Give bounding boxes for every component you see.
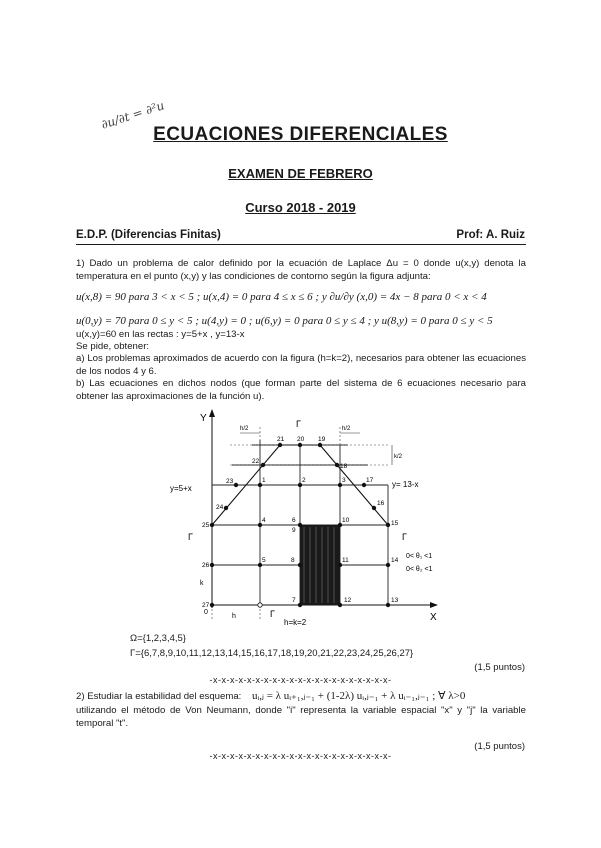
node-10: 10: [342, 517, 350, 524]
boundary-conditions-2: u(0,y) = 70 para 0 ≤ y < 5 ; u(4,y) = 0 ; u(6,y) = 0 para 0 ≤ y ≤ 4 ; y u(8,y) = 0 para 0 ≤ y < 5: [76, 315, 493, 327]
node-15: 15: [391, 520, 399, 527]
h-half-right: h/2: [342, 426, 351, 432]
gamma-right: Γ: [402, 532, 407, 542]
h-label: h: [232, 613, 236, 620]
h-half-left: h/2: [240, 426, 249, 432]
gamma-top: Γ: [296, 419, 301, 429]
gamma-set: Γ={6,7,8,9,10,11,12,13,14,15,16,17,18,19,20,21,22,23,24,25,26,27}: [130, 648, 414, 659]
node-18: 18: [340, 463, 348, 470]
node-3: 3: [342, 477, 346, 484]
node-22: 22: [252, 458, 260, 465]
node-6: 6: [292, 517, 296, 524]
problem2-text-a: 2) Estudiar la estabilidad del esquema:: [76, 691, 242, 702]
k-label: k: [200, 580, 204, 587]
problem2-text-b: utilizando el método de Von Neumann, donde "i" representa la variable espacial "x" y "j" la variable temporal "t".: [76, 705, 526, 729]
request-label: Se pide, obtener:: [76, 341, 150, 352]
node-16: 16: [377, 500, 385, 507]
node-17: 17: [366, 477, 374, 484]
node-2: 2: [302, 477, 306, 484]
theta-1: 0< θ₁ <1: [406, 553, 433, 560]
node-13: 13: [391, 597, 399, 604]
node-20: 20: [297, 436, 305, 443]
theta-2: 0< θ₂ <1: [406, 566, 433, 573]
exam-subtitle: EXAMEN DE FEBRERO: [228, 166, 373, 181]
node-23: 23: [226, 478, 234, 485]
line-left-label: y=5+x: [170, 484, 192, 493]
separator-2: -x-x-x-x-x-x-x-x-x-x-x-x-x-x-x-x-x-x-x-x-x-: [209, 751, 392, 761]
boundary-conditions-1: u(x,8) = 90 para 3 < x < 5 ; u(x,4) = 0 para 4 ≤ x ≤ 6 ; y ∂u/∂y (x,0) = 4x − 8 para 0 < x < 4: [76, 291, 487, 303]
problem2-scheme: uᵢ,ⱼ = λ uᵢ₊₁,ⱼ₋₁ + (1-2λ) uᵢ,ⱼ₋₁ + λ uᵢ₋₁,ⱼ₋₁ ; ∀ λ>0: [252, 690, 466, 702]
node-12: 12: [344, 597, 352, 604]
node-25: 25: [202, 522, 210, 529]
separator-1: -x-x-x-x-x-x-x-x-x-x-x-x-x-x-x-x-x-x-x-x-x-: [209, 675, 392, 685]
node-21: 21: [277, 436, 285, 443]
node-11: 11: [342, 557, 349, 564]
line-right-label: y= 13-x: [392, 480, 419, 489]
problem2-statement: [76, 690, 526, 704]
header-divider: [76, 244, 526, 245]
grid-figure: [170, 405, 460, 630]
gamma-bottom: Γ: [270, 609, 275, 619]
node-26: 26: [202, 562, 210, 569]
problem2-points: (1,5 puntos): [474, 741, 525, 752]
origin-label: 0: [204, 609, 208, 616]
subject-label: E.D.P. (Diferencias Finitas): [76, 229, 221, 241]
node-5: 5: [262, 557, 266, 564]
axis-y-label: Y: [200, 413, 207, 424]
node-19: 19: [318, 436, 326, 443]
node-8: 8: [291, 557, 295, 564]
problem1-intro: 1) Dado un problema de calor definido por la ecuación de Laplace Δu = 0 donde u(x,y) denota la temperatura en el punto (x,y) y las condiciones de contorno según la figura adjunta:: [76, 258, 526, 282]
k-half-label: k/2: [394, 454, 403, 460]
omega-set: Ω={1,2,3,4,5}: [130, 633, 186, 644]
problem1-points: (1,5 puntos): [474, 662, 525, 673]
node-4: 4: [262, 517, 266, 524]
boundary-conditions-3: u(x,y)=60 en las rectas : y=5+x , y=13-x: [76, 329, 245, 340]
professor-label: Prof: A. Ruiz: [456, 229, 525, 241]
node-9: 9: [292, 527, 296, 534]
item-b: b) Las ecuaciones en dichos nodos (que forman parte del sistema de 6 ecuaciones necesario para obtener las aproximaciones de la función u).: [76, 378, 526, 402]
node-24: 24: [216, 504, 224, 511]
course-year: Curso 2018 - 2019: [245, 200, 356, 215]
gamma-left: Γ: [188, 532, 193, 542]
node-1: 1: [262, 477, 266, 484]
step-label: h=k=2: [284, 618, 307, 627]
handwritten-note: ∂u/∂t = ∂²u: [99, 98, 166, 132]
page-title: ECUACIONES DIFERENCIALES: [153, 124, 448, 145]
axis-x-label: X: [430, 612, 437, 623]
node-7: 7: [292, 597, 296, 604]
node-14: 14: [391, 557, 399, 564]
item-a: a) Los problemas aproximados de acuerdo con la figura (h=k=2), necesarios para obtener las ecuaciones de los nodos 4 y 6.: [76, 353, 526, 377]
node-27: 27: [202, 602, 210, 609]
